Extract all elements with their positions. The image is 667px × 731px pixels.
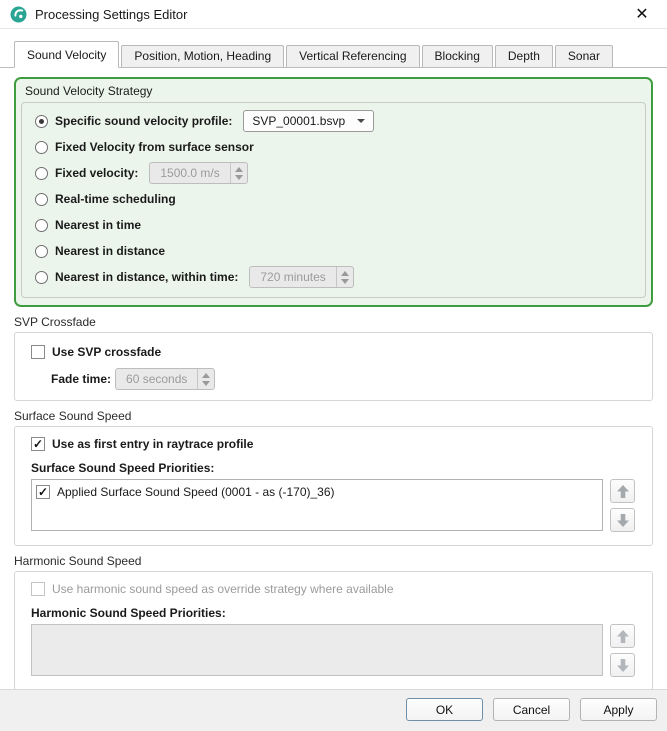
radio-row-nearest-in-time bbox=[22, 212, 645, 238]
harmonic-priorities-list bbox=[31, 624, 603, 676]
list-item[interactable] bbox=[36, 483, 598, 501]
tab-depth[interactable]: Depth bbox=[495, 45, 553, 67]
apply-button[interactable]: Apply bbox=[580, 698, 657, 721]
surface-priorities-list[interactable] bbox=[31, 479, 603, 531]
radio-specific-profile[interactable] bbox=[35, 115, 48, 128]
surface-priorities-label: Surface Sound Speed Priorities: bbox=[31, 461, 215, 475]
radio-realtime-scheduling[interactable] bbox=[35, 193, 48, 206]
use-first-entry-label: Use as first entry in raytrace profile bbox=[52, 437, 254, 451]
strategy-options-frame bbox=[21, 102, 646, 298]
radio-fixed-velocity[interactable] bbox=[35, 167, 48, 180]
radio-label: Specific sound velocity profile: bbox=[55, 114, 233, 128]
radio-label: Fixed Velocity from surface sensor bbox=[55, 140, 254, 154]
fade-time-label: Fade time: bbox=[51, 372, 112, 386]
tab-content-sound-velocity bbox=[0, 77, 667, 691]
spinner-up-icon bbox=[341, 271, 349, 276]
radio-label: Fixed velocity: bbox=[55, 166, 139, 180]
radio-row-specific-profile bbox=[22, 108, 645, 134]
svp-crossfade-group bbox=[14, 332, 653, 401]
surface-reorder-buttons bbox=[610, 479, 636, 532]
chevron-down-icon bbox=[357, 119, 365, 123]
fade-time-spinner bbox=[115, 368, 215, 390]
radio-row-nearest-in-distance bbox=[22, 238, 645, 264]
svp-profile-dropdown[interactable] bbox=[243, 110, 374, 132]
radio-row-fixed-from-sensor bbox=[22, 134, 645, 160]
harmonic-sound-speed-section-title: Harmonic Sound Speed bbox=[14, 554, 142, 568]
within-time-spinner bbox=[249, 266, 353, 288]
radio-nearest-in-distance[interactable] bbox=[35, 245, 48, 258]
radio-label: Nearest in distance bbox=[55, 244, 166, 258]
tab-vertical-referencing[interactable]: Vertical Referencing bbox=[286, 45, 419, 67]
use-harmonic-row bbox=[31, 582, 636, 596]
move-down-button[interactable] bbox=[610, 653, 635, 677]
strategy-group-title: Sound Velocity Strategy bbox=[25, 84, 153, 98]
move-up-button[interactable] bbox=[610, 624, 635, 648]
fade-time-value: 60 seconds bbox=[126, 372, 188, 386]
fade-time-row bbox=[51, 368, 636, 390]
list-item-checkbox[interactable] bbox=[36, 485, 50, 499]
harmonic-priorities-area bbox=[31, 624, 636, 677]
within-time-value: 720 minutes bbox=[260, 270, 326, 284]
spinner-up-icon bbox=[235, 167, 243, 172]
harmonic-priorities-label: Harmonic Sound Speed Priorities: bbox=[31, 606, 226, 620]
titlebar bbox=[0, 0, 667, 29]
use-harmonic-checkbox bbox=[31, 582, 45, 596]
fixed-velocity-value: 1500.0 m/s bbox=[160, 166, 220, 180]
tab-position-motion-heading[interactable]: Position, Motion, Heading bbox=[121, 45, 284, 67]
spinner-buttons[interactable] bbox=[230, 163, 247, 183]
spinner-down-icon bbox=[202, 381, 210, 386]
radio-nearest-in-time[interactable] bbox=[35, 219, 48, 232]
sound-velocity-strategy-group bbox=[14, 77, 653, 307]
radio-row-nearest-distance-within-time bbox=[22, 264, 645, 290]
radio-label: Nearest in distance, within time: bbox=[55, 270, 239, 284]
surface-sound-speed-group bbox=[14, 426, 653, 546]
use-svp-crossfade-checkbox[interactable] bbox=[31, 345, 45, 359]
app-icon bbox=[10, 6, 27, 23]
radio-fixed-from-sensor[interactable] bbox=[35, 141, 48, 154]
radio-label: Real-time scheduling bbox=[55, 192, 176, 206]
tab-blocking[interactable]: Blocking bbox=[422, 45, 493, 67]
radio-label: Nearest in time bbox=[55, 218, 142, 232]
radio-row-realtime-scheduling bbox=[22, 186, 645, 212]
use-harmonic-label: Use harmonic sound speed as override strategy where available bbox=[52, 582, 394, 596]
surface-priorities-area bbox=[31, 479, 636, 532]
svp-crossfade-section-title: SVP Crossfade bbox=[14, 315, 96, 329]
move-up-button[interactable] bbox=[610, 479, 635, 503]
tab-bar bbox=[0, 41, 667, 68]
window-title: Processing Settings Editor bbox=[35, 6, 188, 22]
tab-sonar[interactable]: Sonar bbox=[555, 45, 613, 67]
fixed-velocity-spinner bbox=[149, 162, 247, 184]
move-down-button[interactable] bbox=[610, 508, 635, 532]
spinner-down-icon bbox=[341, 279, 349, 284]
radio-row-fixed-velocity bbox=[22, 160, 645, 186]
spinner-buttons[interactable] bbox=[197, 369, 214, 389]
svp-profile-value: SVP_00001.bsvp bbox=[252, 114, 346, 128]
radio-nearest-distance-within-time[interactable] bbox=[35, 271, 48, 284]
tab-sound-velocity[interactable]: Sound Velocity bbox=[14, 41, 119, 68]
harmonic-sound-speed-group bbox=[14, 571, 653, 691]
cancel-button[interactable]: Cancel bbox=[493, 698, 570, 721]
use-svp-crossfade-row bbox=[31, 345, 636, 359]
surface-sound-speed-section-title: Surface Sound Speed bbox=[14, 409, 132, 423]
use-first-entry-row bbox=[31, 437, 636, 451]
spinner-buttons[interactable] bbox=[336, 267, 353, 287]
list-item-label: Applied Surface Sound Speed (0001 - as (-170)_36) bbox=[57, 485, 335, 499]
dialog-footer bbox=[0, 689, 667, 731]
use-svp-crossfade-label: Use SVP crossfade bbox=[52, 345, 162, 359]
ok-button[interactable]: OK bbox=[406, 698, 483, 721]
harmonic-reorder-buttons bbox=[610, 624, 636, 677]
spinner-down-icon bbox=[235, 175, 243, 180]
close-icon[interactable]: ✕ bbox=[635, 6, 649, 23]
use-first-entry-checkbox[interactable] bbox=[31, 437, 45, 451]
spinner-up-icon bbox=[202, 373, 210, 378]
